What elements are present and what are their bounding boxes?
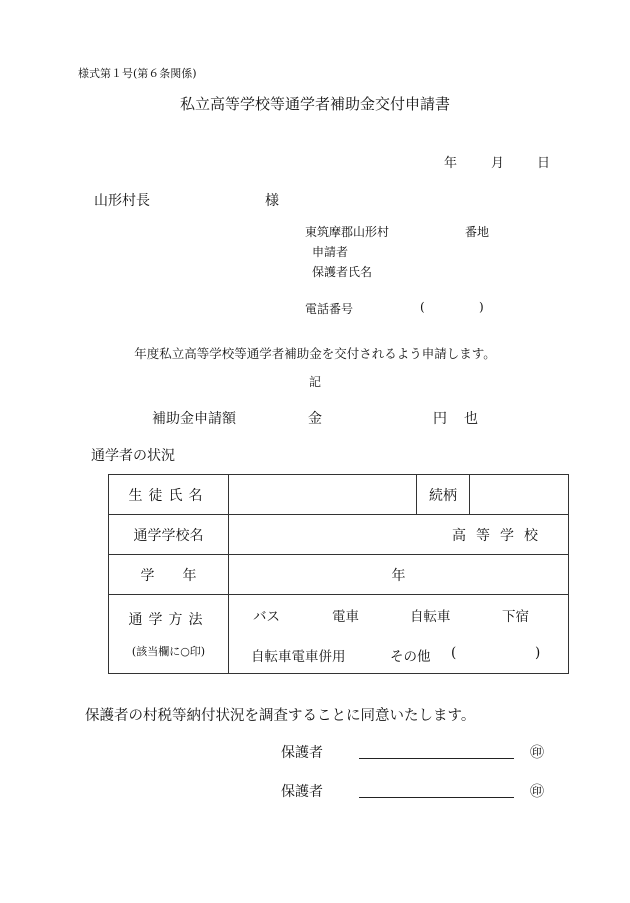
other-paren-open: (	[451, 645, 457, 661]
application-statement: 年度私立高等学校等通学者補助金を交付されるよう申請します。	[134, 346, 496, 361]
school-field[interactable]: 高等学校	[229, 515, 569, 555]
other-paren-close: )	[535, 645, 541, 661]
commute-method-options	[229, 595, 569, 674]
commute-method-label: 通学方法	[128, 612, 209, 628]
seal-mark-2: ㊞	[530, 784, 544, 800]
grade-field[interactable]: 年	[229, 555, 569, 595]
addressee-honorific: 様	[265, 193, 279, 209]
date-day-label: 日	[537, 156, 551, 171]
form-title: 私立高等学校等通学者補助金交付申請書	[179, 95, 450, 113]
amount-yen: 円	[433, 411, 447, 427]
phone-label: 電話番号	[305, 302, 354, 316]
amount-nari: 也	[464, 411, 478, 427]
student-name-field[interactable]	[229, 475, 417, 515]
method-option-bicycle-train[interactable]: 自転車電車併用	[251, 649, 346, 665]
table-row-student-name	[109, 475, 569, 515]
table-row-grade	[109, 555, 569, 595]
relation-field[interactable]	[470, 475, 569, 515]
signature-line-1[interactable]	[359, 758, 514, 759]
form-number: 様式第１号(第６条関係)	[78, 67, 197, 80]
commute-method-label-cell	[109, 595, 229, 674]
method-option-bus[interactable]: バス	[253, 609, 280, 625]
consent-statement: 保護者の村税等納付状況を調査することに同意いたします。	[85, 708, 476, 724]
table-row-method	[109, 595, 569, 674]
guardian-name-label: 保護者氏名	[312, 265, 373, 279]
grade-label: 学 年	[109, 555, 229, 595]
commute-method-instruction: (該当欄に○印)	[131, 645, 206, 658]
signature-label-2: 保護者	[281, 784, 323, 800]
seal-mark-1: ㊞	[530, 745, 544, 761]
phone-paren-close: )	[479, 300, 484, 314]
signature-label-1: 保護者	[281, 745, 323, 761]
signature-line-2[interactable]	[359, 797, 514, 798]
student-name-label: 生徒氏名	[109, 475, 229, 515]
method-option-boarding[interactable]: 下宿	[502, 609, 529, 625]
date-year-label: 年	[444, 156, 458, 171]
ki-label: 記	[309, 375, 322, 389]
table-row-school	[109, 515, 569, 555]
addressee-name: 山形村長	[94, 193, 150, 209]
phone-paren-open: (	[420, 300, 425, 314]
address-prefix: 東筑摩郡山形村	[305, 225, 390, 239]
amount-kin: 金	[308, 411, 322, 427]
relation-label: 続柄	[417, 475, 470, 515]
school-label: 通学学校名	[109, 515, 229, 555]
address-suffix: 番地	[465, 225, 490, 239]
applicant-label: 申請者	[312, 245, 349, 259]
section-title: 通学者の状況	[91, 448, 175, 464]
amount-label: 補助金申請額	[152, 411, 236, 427]
student-status-table	[108, 474, 569, 674]
method-option-bicycle[interactable]: 自転車	[410, 609, 451, 625]
method-option-train[interactable]: 電車	[332, 609, 359, 625]
method-option-other[interactable]: その他	[390, 649, 431, 665]
date-month-label: 月	[491, 156, 505, 171]
